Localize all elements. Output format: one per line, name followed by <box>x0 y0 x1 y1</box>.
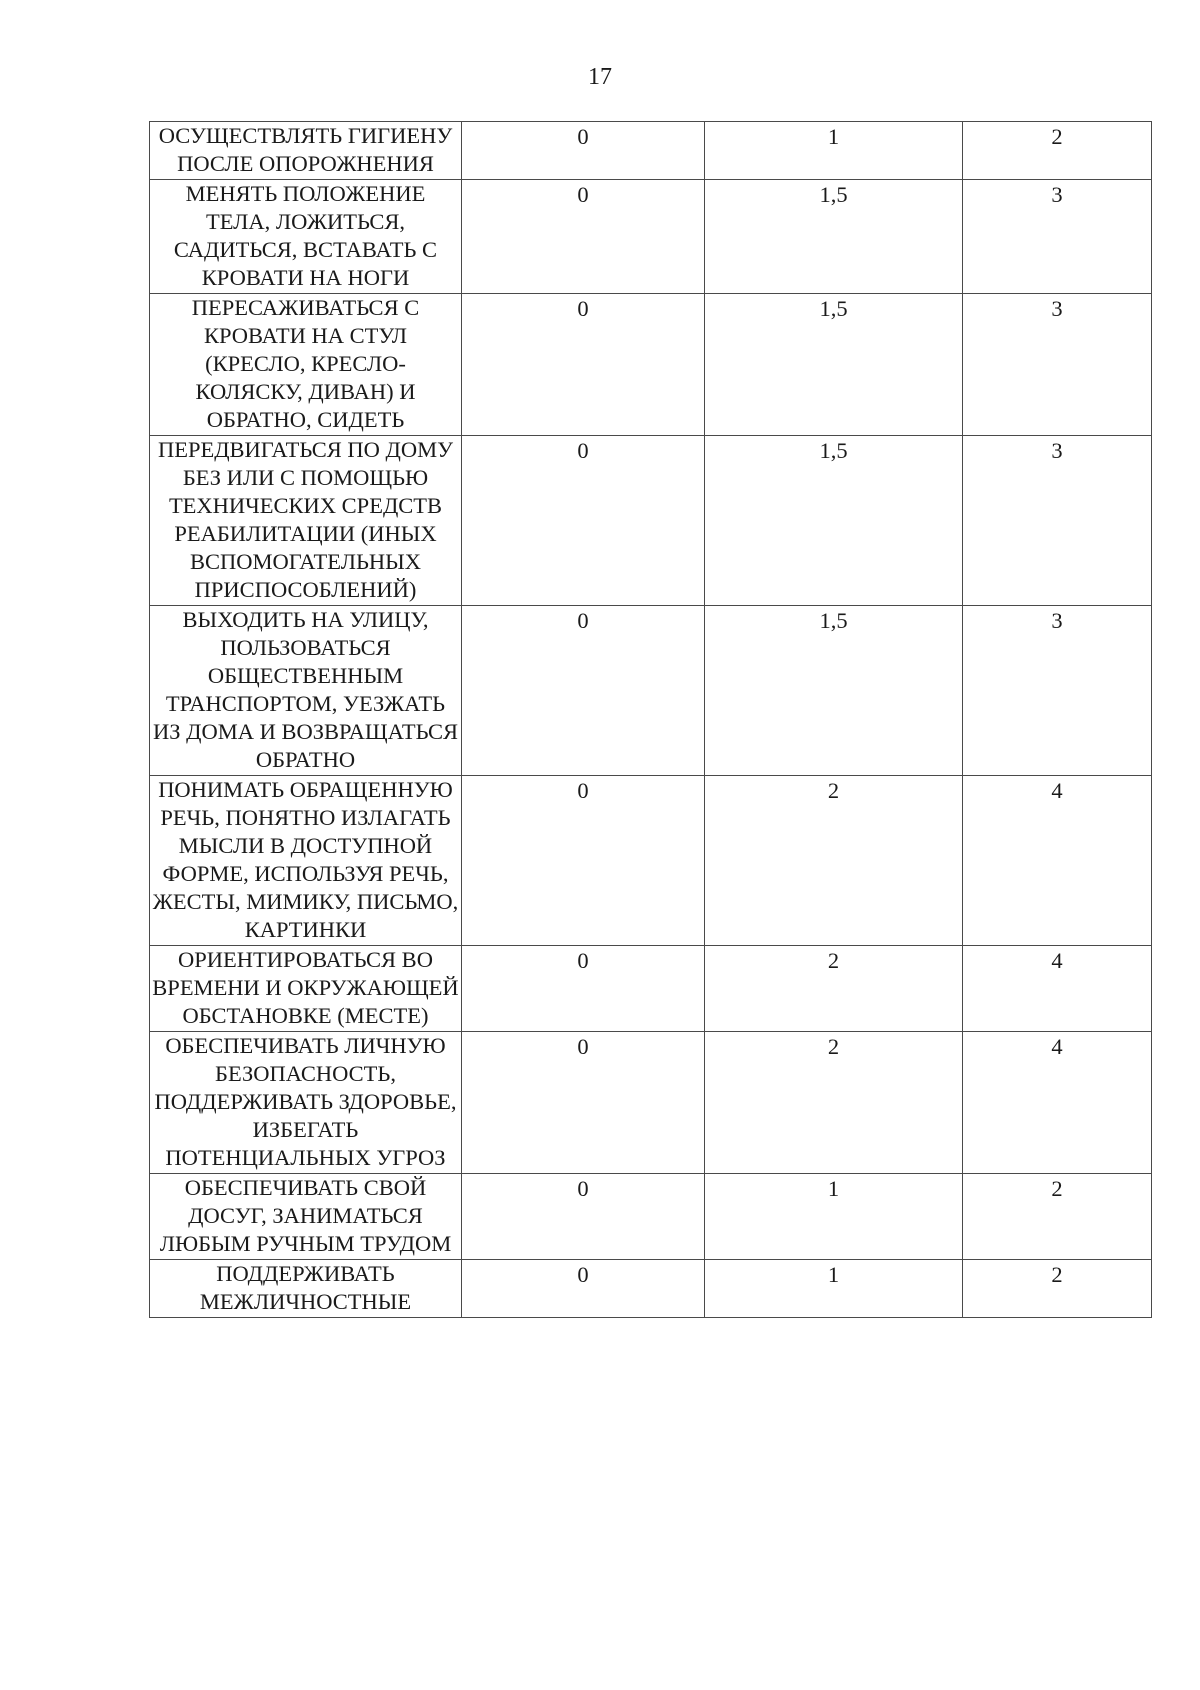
table-row <box>150 776 1152 946</box>
activity-cell: ОСУЩЕСТВЛЯТЬ ГИГИЕНУ ПОСЛЕ ОПОРОЖНЕНИЯ <box>150 122 462 180</box>
scores-table <box>149 121 1152 1318</box>
activity-cell: МЕНЯТЬ ПОЛОЖЕНИЕ ТЕЛА, ЛОЖИТЬСЯ, САДИТЬСЯ, ВСТАВАТЬ С КРОВАТИ НА НОГИ <box>150 180 462 294</box>
score-cell-3: 2 <box>963 122 1152 180</box>
activity-cell: ОБЕСПЕЧИВАТЬ СВОЙ ДОСУГ, ЗАНИМАТЬСЯ ЛЮБЫМ РУЧНЫМ ТРУДОМ <box>150 1174 462 1260</box>
score-cell-1: 0 <box>462 180 705 294</box>
score-cell-2: 2 <box>705 1032 963 1174</box>
score-cell-1: 0 <box>462 294 705 436</box>
table-row <box>150 122 1152 180</box>
score-cell-2: 1 <box>705 122 963 180</box>
activity-cell: ПОДДЕРЖИВАТЬ МЕЖЛИЧНОСТНЫЕ <box>150 1260 462 1318</box>
table-row <box>150 1260 1152 1318</box>
score-cell-1: 0 <box>462 606 705 776</box>
score-cell-3: 4 <box>963 1032 1152 1174</box>
score-cell-1: 0 <box>462 122 705 180</box>
activity-cell: ПЕРЕСАЖИВАТЬСЯ С КРОВАТИ НА СТУЛ (КРЕСЛО, КРЕСЛО-КОЛЯСКУ, ДИВАН) И ОБРАТНО, СИДЕТЬ <box>150 294 462 436</box>
activity-cell: ОБЕСПЕЧИВАТЬ ЛИЧНУЮ БЕЗОПАСНОСТЬ, ПОДДЕРЖИВАТЬ ЗДОРОВЬЕ, ИЗБЕГАТЬ ПОТЕНЦИАЛЬНЫХ УГРОЗ <box>150 1032 462 1174</box>
score-cell-3: 3 <box>963 606 1152 776</box>
table-row <box>150 180 1152 294</box>
table-row <box>150 294 1152 436</box>
score-cell-2: 1,5 <box>705 180 963 294</box>
score-cell-3: 3 <box>963 180 1152 294</box>
activity-cell: ОРИЕНТИРОВАТЬСЯ ВО ВРЕМЕНИ И ОКРУЖАЮЩЕЙ ОБСТАНОВКЕ (МЕСТЕ) <box>150 946 462 1032</box>
score-cell-1: 0 <box>462 1174 705 1260</box>
table-row <box>150 1032 1152 1174</box>
table-row <box>150 1174 1152 1260</box>
scores-table-body <box>150 122 1152 1318</box>
activity-cell: ВЫХОДИТЬ НА УЛИЦУ, ПОЛЬЗОВАТЬСЯ ОБЩЕСТВЕННЫМ ТРАНСПОРТОМ, УЕЗЖАТЬ ИЗ ДОМА И ВОЗВРАЩАТЬСЯ ОБРАТНО <box>150 606 462 776</box>
activity-cell: ПЕРЕДВИГАТЬСЯ ПО ДОМУ БЕЗ ИЛИ С ПОМОЩЬЮ ТЕХНИЧЕСКИХ СРЕДСТВ РЕАБИЛИТАЦИИ (ИНЫХ ВСПОМОГАТЕЛЬНЫХ ПРИСПОСОБЛЕНИЙ) <box>150 436 462 606</box>
score-cell-2: 1,5 <box>705 436 963 606</box>
score-cell-1: 0 <box>462 946 705 1032</box>
score-cell-2: 1 <box>705 1260 963 1318</box>
score-cell-3: 3 <box>963 294 1152 436</box>
table-row <box>150 946 1152 1032</box>
score-cell-1: 0 <box>462 1260 705 1318</box>
score-cell-3: 4 <box>963 946 1152 1032</box>
score-cell-1: 0 <box>462 776 705 946</box>
score-cell-3: 3 <box>963 436 1152 606</box>
score-cell-3: 2 <box>963 1260 1152 1318</box>
score-cell-2: 1,5 <box>705 294 963 436</box>
page-number: 17 <box>588 64 612 90</box>
table-row <box>150 606 1152 776</box>
activity-cell: ПОНИМАТЬ ОБРАЩЕННУЮ РЕЧЬ, ПОНЯТНО ИЗЛАГАТЬ МЫСЛИ В ДОСТУПНОЙ ФОРМЕ, ИСПОЛЬЗУЯ РЕЧЬ, ЖЕСТЫ, МИМИКУ, ПИСЬМО, КАРТИНКИ <box>150 776 462 946</box>
score-cell-2: 2 <box>705 776 963 946</box>
score-cell-1: 0 <box>462 436 705 606</box>
score-cell-2: 2 <box>705 946 963 1032</box>
score-cell-3: 2 <box>963 1174 1152 1260</box>
score-cell-2: 1,5 <box>705 606 963 776</box>
score-cell-2: 1 <box>705 1174 963 1260</box>
table-row <box>150 436 1152 606</box>
score-cell-3: 4 <box>963 776 1152 946</box>
score-cell-1: 0 <box>462 1032 705 1174</box>
